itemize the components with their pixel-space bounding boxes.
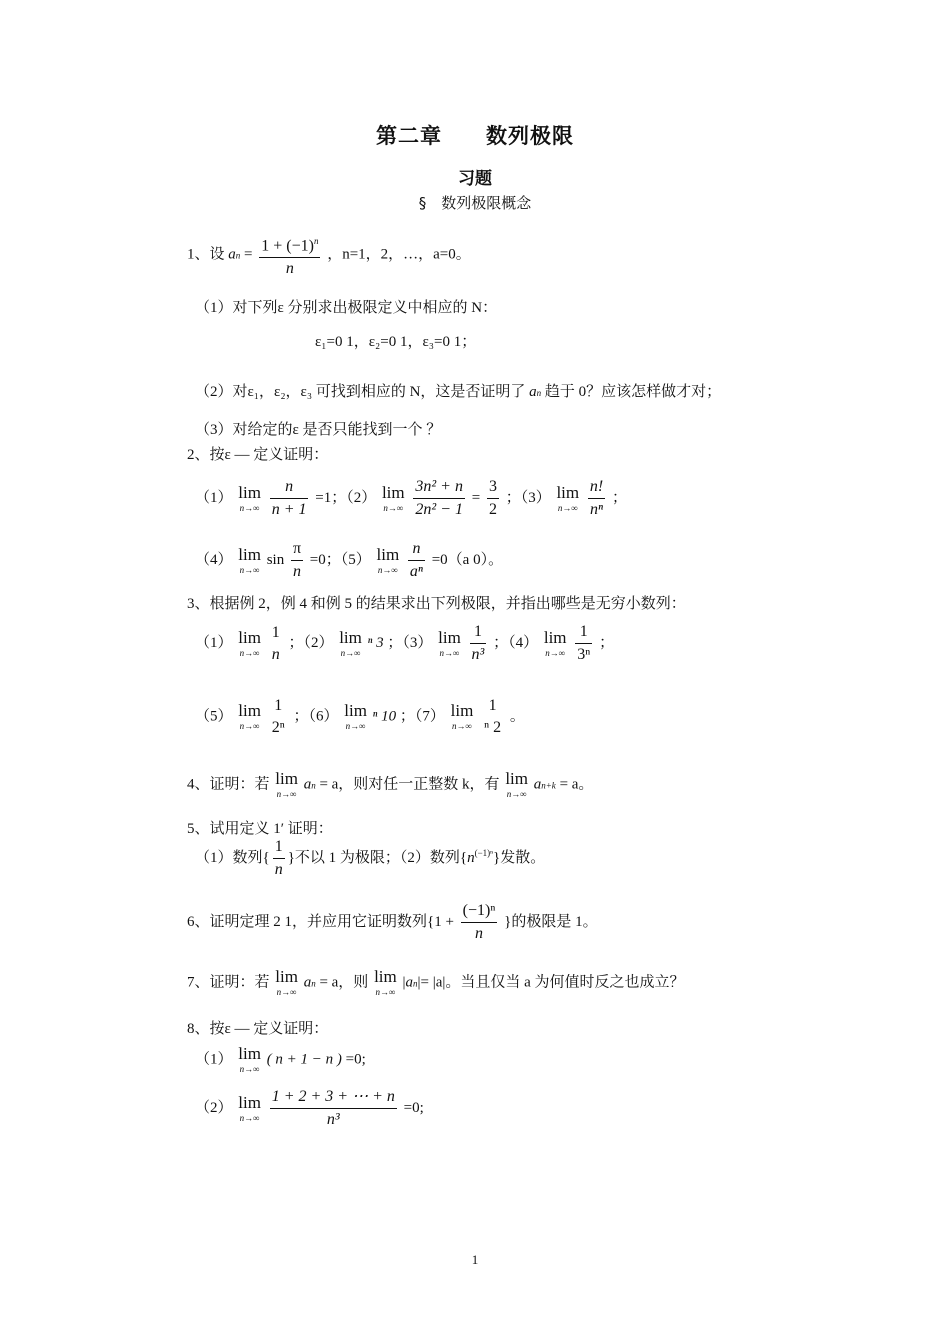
math-text: n: [408, 540, 425, 561]
math-text: n→∞: [506, 789, 527, 799]
math-text: lim: [238, 482, 261, 502]
math-text: 1: [470, 623, 487, 644]
q6-frac: [461, 902, 498, 943]
q1-part2-n: n: [536, 388, 542, 398]
q4-statement: [187, 770, 593, 800]
q3-frac-4: [575, 623, 592, 664]
math-text: n: [311, 978, 316, 989]
q1-part2: [195, 380, 721, 401]
math-text: 3ⁿ: [577, 646, 591, 663]
limit-expression: [238, 1045, 261, 1075]
q3-frac-1: [270, 624, 282, 664]
math-text: lim: [543, 627, 567, 647]
math-text: }不以 1 为极限；（2）数列{: [287, 849, 468, 866]
math-text: ；（6）: [293, 708, 339, 725]
math-text: n→∞: [439, 647, 460, 658]
math-text: }发散。: [493, 849, 546, 866]
q2-frac-2: [413, 478, 465, 519]
math-text: 1: [575, 623, 592, 644]
q2-rfrac-2: [487, 478, 499, 519]
math-text: 4、证明：若: [187, 776, 270, 793]
q8-line1: [195, 1045, 366, 1075]
math-text: n: [475, 925, 484, 942]
q1-statement: [187, 232, 471, 278]
math-text: 3: [487, 478, 499, 499]
q2-tail-5: =0（a 0）。: [431, 551, 504, 568]
q1-num: 1 + (−1): [261, 237, 314, 255]
q1-fraction: [259, 232, 320, 278]
q2-lim-4: [238, 546, 261, 576]
limit-expression: [544, 629, 567, 659]
math-text: lim: [450, 701, 474, 720]
q1-den: n: [285, 260, 294, 278]
math-text: 3n² + n: [413, 478, 465, 499]
math-text: n→∞: [239, 1112, 260, 1123]
math-text: n→∞: [239, 1064, 260, 1074]
math-text: lim: [275, 967, 298, 986]
q1-a: a: [228, 246, 236, 263]
math-text: ( n + 1 − n ): [266, 1051, 342, 1068]
q3-frac-7: [482, 697, 503, 737]
q1-part2-pre: （2）对ε₁，ε₂，ε₃ 可找到相应的 N，这是否证明了: [195, 384, 526, 400]
q8-intro: 8、按ε — 定义证明：: [187, 1021, 329, 1037]
limit-expression: [344, 702, 367, 732]
limit-expression: [451, 702, 474, 732]
math-text: n³: [471, 646, 485, 663]
math-text: n→∞: [340, 647, 361, 658]
q1-n: n: [235, 250, 241, 261]
q2-line2: [195, 540, 503, 581]
q2-lim-1: [238, 484, 261, 514]
math-text: n→∞: [345, 721, 366, 731]
math-text: (−1)ⁿ: [474, 847, 494, 858]
q3-intro: 3、根据例 2，例 4 和例 5 的结果求出下列极限，并指出哪些是无穷小数列：: [187, 596, 686, 612]
math-text: lim: [238, 701, 261, 720]
q3-expr-2: ⁿ 3: [367, 634, 384, 651]
q2-eq-2: =: [471, 489, 481, 506]
math-text: n+k: [541, 780, 556, 791]
math-text: 2ⁿ: [271, 719, 285, 736]
math-text: n→∞: [276, 987, 297, 997]
math-text: n→∞: [383, 502, 404, 513]
math-text: =0;: [403, 1099, 424, 1116]
math-text: a: [303, 776, 312, 793]
q1-eps-line: ε₁=0 1，ε₂=0 1，ε₃=0 1；: [315, 334, 477, 350]
q3-line1: [195, 623, 614, 664]
q2-tail-4: =0；（5）: [309, 551, 371, 568]
q2-lim-2: [382, 484, 405, 514]
q2-frac-4: [291, 540, 303, 581]
math-text: π: [291, 540, 303, 561]
q5-intro: 5、试用定义 1′ 证明：: [187, 821, 333, 837]
q2-tail-1: =1；（2）: [315, 489, 377, 506]
math-text: （2）: [195, 1099, 233, 1116]
limit-expression: [374, 968, 397, 998]
math-text: n: [467, 849, 475, 866]
q2-frac-5: [408, 540, 425, 581]
math-text: n: [413, 978, 418, 989]
math-text: lim: [339, 627, 362, 647]
math-part: [259, 232, 320, 258]
math-text: lim: [505, 769, 528, 788]
q7-statement: [187, 968, 685, 998]
math-text: 1: [271, 623, 280, 641]
q8-frac: [270, 1088, 397, 1129]
q1-part1: （1）对下列ε 分别求出极限定义中相应的 N：: [195, 300, 498, 316]
math-text: （5）: [195, 708, 233, 725]
math-text: ⁿ 2: [484, 719, 502, 736]
q1-part3: （3）对给定的ε 是否只能找到一个 ？: [195, 422, 442, 438]
limit-expression: [505, 770, 528, 800]
page-number: 1: [471, 1252, 479, 1267]
limit-expression: [339, 629, 362, 659]
q1-tail: ，n=1，2，…，a=0。: [327, 246, 471, 263]
math-text: n: [271, 645, 280, 663]
math-text: lim: [238, 1044, 261, 1063]
q2-frac-1: [270, 478, 309, 519]
math-text: lim: [238, 627, 261, 647]
section-heading: § 数列极限概念: [418, 194, 532, 212]
math-text: n→∞: [452, 721, 472, 731]
math-text: 2: [488, 501, 497, 518]
q3-frac-5: [270, 697, 287, 737]
math-text: ；（2）: [288, 634, 334, 651]
math-text: lim: [438, 627, 461, 647]
math-text: 2n² − 1: [415, 501, 463, 518]
math-text: lim: [381, 482, 405, 502]
limit-expression: [438, 629, 461, 659]
math-text: n→∞: [545, 647, 566, 658]
q2-tail-3: ；: [611, 489, 627, 506]
math-text: ；（3）: [387, 634, 433, 651]
math-text: lim: [275, 769, 298, 788]
math-text: 1: [273, 838, 285, 859]
math-text: }的极限是 1。: [504, 913, 598, 930]
math-text: lim: [376, 544, 400, 564]
math-text: n + 1: [271, 501, 307, 518]
math-text: 6、证明定理 2 1，并应用它证明数列{: [187, 913, 435, 930]
q2-line1: [195, 478, 627, 519]
chapter-title: 第二章 数列极限: [376, 124, 574, 148]
q3-line2: [195, 697, 525, 737]
math-text: a: [303, 974, 312, 991]
q3-frac-3: [470, 623, 487, 664]
math-text: = a，则对任一正整数 k，有: [319, 776, 500, 793]
math-text: lim: [238, 544, 261, 564]
math-text: n: [311, 780, 316, 791]
math-text: nⁿ: [590, 501, 604, 518]
math-text: 。: [509, 708, 525, 725]
q2-frac-3: [588, 478, 605, 519]
q2-item1-label: （1）: [195, 489, 233, 506]
math-text: n→∞: [239, 564, 260, 575]
math-text: |: [402, 974, 406, 991]
q2-sin: sin: [266, 551, 285, 568]
math-text: （1）: [195, 634, 233, 651]
q2-lim-3: [556, 484, 579, 514]
math-text: n→∞: [377, 564, 398, 575]
math-text: n→∞: [557, 502, 578, 513]
math-text: n³: [326, 1111, 340, 1128]
limit-expression: [238, 1094, 261, 1124]
math-text: n: [270, 478, 309, 499]
math-text: （1）数列{: [195, 849, 270, 866]
math-text: 7、证明：若: [187, 974, 270, 991]
q8-line2: [195, 1088, 424, 1129]
math-text: 1 + 2 + 3 + ⋯ + n: [270, 1088, 397, 1109]
math-text: lim: [556, 482, 580, 502]
limit-expression: [238, 629, 261, 659]
q1-num-exp: n: [313, 236, 319, 246]
math-text: n: [274, 861, 283, 878]
math-text: ；（4）: [493, 634, 539, 651]
q5-frac: [273, 838, 285, 879]
math-text: 1: [274, 697, 283, 714]
math-text: lim: [374, 967, 397, 986]
q1-part2-post: 趋于 0？应该怎样做才对；: [544, 384, 722, 400]
exercise-subtitle: 习题: [458, 169, 492, 189]
q5-parts: [195, 838, 545, 879]
q1-eq: =: [244, 246, 253, 263]
math-text: n: [292, 563, 301, 580]
math-text: |= |a|。当且仅当 a 为何值时反之也成立？: [417, 974, 685, 991]
math-text: n!: [588, 478, 605, 499]
math-text: 1 +: [434, 913, 454, 930]
math-text: lim: [238, 1092, 261, 1112]
math-text: = a，则: [319, 974, 369, 991]
math-text: (−1)ⁿ: [461, 902, 498, 923]
math-text: a: [533, 776, 542, 793]
math-text: = a。: [559, 776, 594, 793]
q6-statement: [187, 902, 598, 943]
math-text: lim: [344, 701, 367, 720]
q2-intro: 2、按ε — 定义证明：: [187, 447, 329, 463]
math-text: n→∞: [239, 647, 260, 658]
math-text: n→∞: [276, 789, 297, 799]
limit-expression: [275, 968, 298, 998]
q2-lim-5: [377, 546, 400, 576]
q2-tail-2: ；（3）: [505, 489, 551, 506]
q1-intro: 1、设: [187, 246, 225, 263]
q1-part2-a: a: [529, 384, 537, 400]
limit-expression: [275, 770, 298, 800]
q3-expr-6: ⁿ 10: [372, 708, 397, 725]
math-text: n→∞: [375, 987, 396, 997]
math-text: ；: [599, 634, 615, 651]
math-text: ；（7）: [399, 708, 445, 725]
math-text: aⁿ: [409, 563, 423, 580]
limit-expression: [238, 702, 261, 732]
math-text: 1: [488, 697, 497, 714]
math-text: （1）: [195, 1051, 233, 1068]
math-text: a: [405, 974, 413, 991]
math-text: =0;: [345, 1051, 366, 1068]
math-text: n→∞: [239, 502, 260, 513]
math-text: n→∞: [239, 721, 260, 731]
q2-item4-label: （4）: [195, 551, 233, 568]
